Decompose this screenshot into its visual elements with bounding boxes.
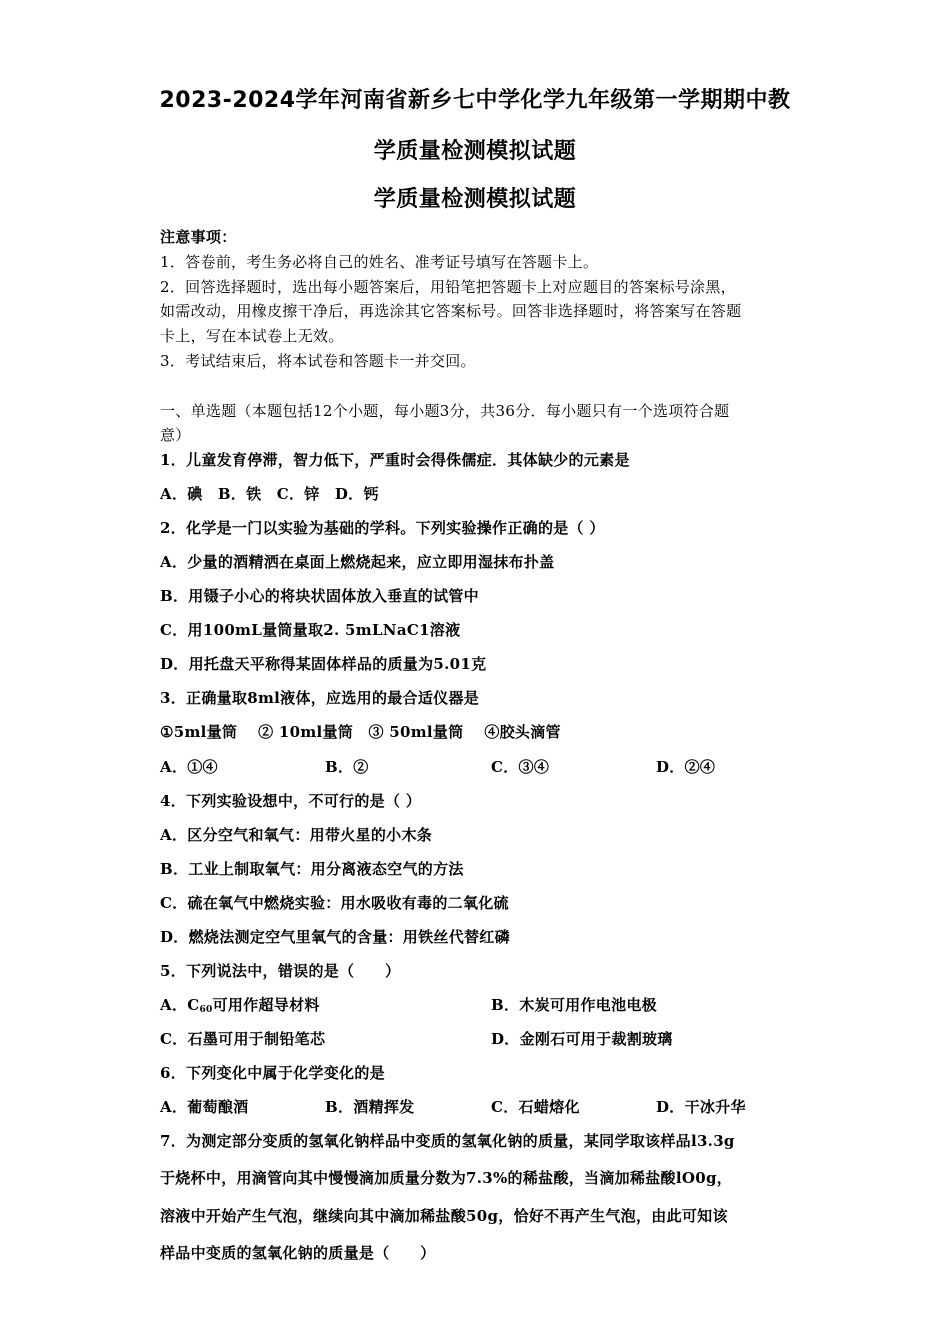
q6-option-d: D．干冰升华 [656,1098,746,1116]
q1-stem: 1．儿童发育停滞，智力低下，严重时会得侏儒症．其体缺少的元素是 [160,451,630,469]
title-line-2: 学质量检测模拟试题 [373,139,577,164]
q3-items: ①5ml量筒 ② 10ml量筒 ③ 50ml量筒 ④胶头滴管 [160,723,561,741]
q5-stem: 5．下列说法中，错误的是（ ） [160,962,401,980]
q4-option-a: A．区分空气和氧气：用带火星的小木条 [160,826,433,844]
q7-line-1: 7．为测定部分变质的氢氧化钠样品中变质的氢氧化钠的质量，某同学取该样品l3.3g [160,1132,735,1150]
q5-option-a: A．$C_{60}$可用作超导材料 [160,996,320,1015]
notice-item-2-line-1: 2．回答选择题时，选出每小题答案后，用铅笔把答题卡上对应题目的答案标号涂黑， [160,278,736,296]
q3-option-d: D．②④ [656,758,716,776]
q6-stem: 6．下列变化中属于化学变化的是 [160,1064,385,1082]
notice-heading: 注意事项： [160,228,237,246]
q7-line-3: 溶液中开始产生气泡，继续向其中滴加稀盐酸50g，恰好不再产生气泡，由此可知该 [160,1207,728,1225]
title-line-3: 学质量检测模拟试题 [373,187,577,212]
q2-option-c: C．用100mL量筒量取2. 5mLNaC1溶液 [160,621,461,639]
notice-item-1: 1．答卷前，考生务必将自己的姓名、准考证号填写在答题卡上。 [160,253,599,271]
notice-item-2-line-3: 卡上，写在本试卷上无效。 [160,327,344,345]
q6-option-c: C．石蜡熔化 [491,1098,580,1116]
q6-option-a: A．葡萄酿酒 [160,1098,249,1116]
q3-option-b: B．② [325,758,369,776]
q3-option-c: C．③④ [491,758,550,776]
q2-option-d: D．用托盘天平称得某固体样品的质量为5.01克 [160,655,487,673]
section-heading-line-2: 意） [160,426,191,444]
q4-option-b: B．工业上制取氧气：用分离液态空气的方法 [160,860,464,878]
q7-line-2: 于烧杯中，用滴管向其中慢慢滴加质量分数为7.3%的稀盐酸，当滴加稀盐酸lO0g， [160,1169,733,1187]
title-line-1: 2023-2024学年河南省新乡七中学化学九年级第一学期期中教 [159,88,791,113]
q2-option-a: A．少量的酒精洒在桌面上燃烧起来，应立即用湿抹布扑盖 [160,553,555,571]
q5-option-c: C．石墨可用于制铅笔芯 [160,1030,326,1048]
q7-line-4: 样品中变质的氢氧化钠的质量是（ ） [160,1244,436,1262]
q4-option-c: C．硫在氧气中燃烧实验：用水吸收有毒的二氧化硫 [160,894,509,912]
q2-stem: 2．化学是一门以实验为基础的学科。下列实验操作正确的是（ ） [160,519,605,537]
q2-option-b: B．用镊子小心的将块状固体放入垂直的试管中 [160,587,479,605]
q6-option-b: B．酒精挥发 [325,1098,415,1116]
q5-option-b: B．木炭可用作电池电极 [491,996,657,1014]
q1-options: A．碘 B．铁 C．锌 D．钙 [160,485,379,503]
notice-item-3: 3．考试结束后，将本试卷和答题卡一并交回。 [160,352,476,370]
section-heading-line-1: 一、单选题（本题包括12个小题，每小题3分，共36分．每小题只有一个选项符合题 [160,402,730,420]
q3-option-a: A．①④ [160,758,218,776]
q4-option-d: D．燃烧法测定空气里氧气的含量：用铁丝代替红磷 [160,928,510,946]
q5-option-d: D．金刚石可用于裁割玻璃 [491,1030,673,1048]
notice-item-2-line-2: 如需改动，用橡皮擦干净后，再选涂其它答案标号。回答非选择题时，将答案写在答题 [160,302,742,320]
q3-stem: 3．正确量取8ml液体，应选用的最合适仪器是 [160,689,480,707]
q4-stem: 4．下列实验设想中，不可行的是（ ） [160,792,422,810]
